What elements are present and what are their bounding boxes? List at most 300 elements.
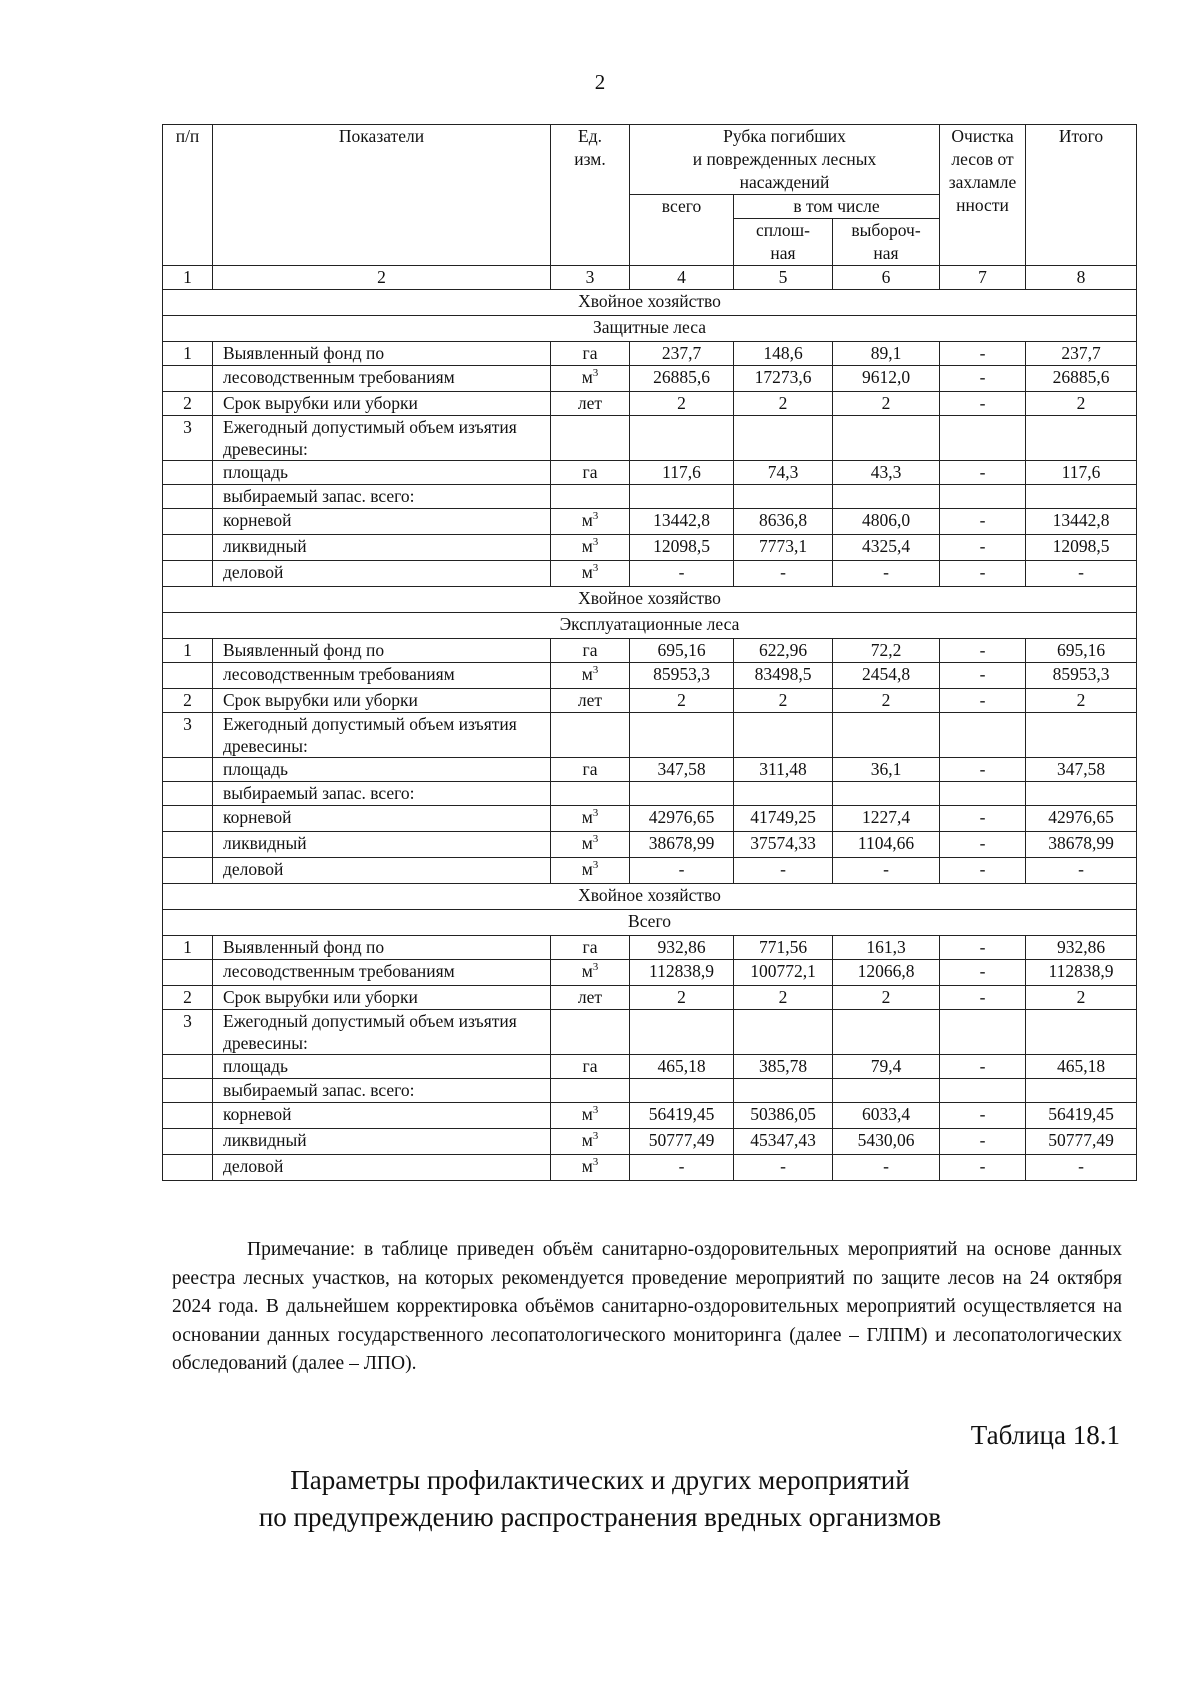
indicator-cell: корневой	[213, 806, 551, 832]
table-row	[163, 639, 1137, 663]
unit-base: м	[581, 367, 593, 387]
value-cell	[630, 485, 734, 509]
col-number: 4	[630, 266, 734, 290]
indicator-cell: ликвидный	[213, 535, 551, 561]
unit-superscript: 3	[592, 536, 599, 548]
value-cell: 5430,06	[833, 1129, 940, 1155]
value-cell: 2	[833, 689, 940, 713]
table-row	[163, 392, 1137, 416]
row-number-cell: 1	[163, 342, 213, 366]
unit-cell: лет	[551, 986, 630, 1010]
row-number-cell	[163, 782, 213, 806]
row-number-cell: 2	[163, 689, 213, 713]
unit-cell	[551, 806, 630, 832]
value-cell: 4325,4	[833, 535, 940, 561]
value-cell: 9612,0	[833, 366, 940, 392]
unit-cell	[551, 663, 630, 689]
value-cell: 2	[630, 986, 734, 1010]
value-cell: 695,16	[630, 639, 734, 663]
row-number-cell: 2	[163, 986, 213, 1010]
unit-cell	[551, 1129, 630, 1155]
value-cell: 26885,6	[630, 366, 734, 392]
value-cell: 237,7	[630, 342, 734, 366]
header-unit-line: изм.	[574, 149, 606, 169]
value-cell: 311,48	[734, 758, 833, 782]
value-cell: 4806,0	[833, 509, 940, 535]
indicator-cell: корневой	[213, 509, 551, 535]
unit-cell	[551, 832, 630, 858]
value-cell: 1227,4	[833, 806, 940, 832]
section-header-row	[163, 910, 1137, 936]
row-number-cell	[163, 1129, 213, 1155]
value-cell: -	[940, 366, 1026, 392]
value-cell: -	[940, 663, 1026, 689]
value-cell: -	[940, 936, 1026, 960]
indicator-cell: Срок вырубки или уборки	[213, 392, 551, 416]
unit-cell	[551, 858, 630, 884]
section-header: Защитные леса	[163, 316, 1137, 342]
indicator-cell: лесоводственным требованиям	[213, 663, 551, 689]
value-cell	[940, 485, 1026, 509]
header-cleaning-line: Очистка	[951, 126, 1014, 146]
unit-cell	[551, 713, 630, 758]
row-number-cell	[163, 1103, 213, 1129]
col-number: 7	[940, 266, 1026, 290]
header-total-sub: всего	[630, 195, 734, 266]
table-row	[163, 986, 1137, 1010]
header-felling-line: Рубка погибших	[723, 126, 846, 146]
header-cleaning	[940, 125, 1026, 266]
value-cell	[630, 713, 734, 758]
value-cell	[833, 782, 940, 806]
section-header: Эксплуатационные леса	[163, 613, 1137, 639]
unit-cell	[551, 366, 630, 392]
value-cell: 2	[734, 689, 833, 713]
value-cell	[833, 416, 940, 461]
indicator-cell: площадь	[213, 1055, 551, 1079]
value-cell: -	[734, 1155, 833, 1181]
section-title-line: по предупреждению распространения вредных организмов	[258, 1502, 942, 1532]
header-selective-line: ная	[873, 243, 899, 263]
value-cell: 85953,3	[630, 663, 734, 689]
col-number: 3	[551, 266, 630, 290]
row-number-cell	[163, 758, 213, 782]
value-cell: -	[940, 639, 1026, 663]
unit-superscript: 3	[592, 367, 599, 379]
table-row	[163, 461, 1137, 485]
value-cell	[734, 713, 833, 758]
value-cell: -	[940, 986, 1026, 1010]
row-number-cell: 3	[163, 713, 213, 758]
value-cell	[940, 1079, 1026, 1103]
value-cell: 347,58	[1026, 758, 1137, 782]
indicator-cell: Срок вырубки или уборки	[213, 689, 551, 713]
unit-cell	[551, 1010, 630, 1055]
row-number-cell: 3	[163, 416, 213, 461]
unit-base: м	[581, 1156, 593, 1176]
value-cell: 2	[734, 986, 833, 1010]
header-grand-total: Итого	[1026, 125, 1137, 266]
section-header-row	[163, 613, 1137, 639]
unit-cell	[551, 960, 630, 986]
col-number: 2	[213, 266, 551, 290]
table-row	[163, 509, 1137, 535]
unit-superscript: 3	[592, 961, 599, 973]
table-note: Примечание: в таблице приведен объём санитарно-оздоровительных мероприятий на основе данных реестра лесных участков, на которых рекомендуется проведение мероприятий по защите лесов на 24 октября 2024 года. В дальнейшем корректировка объёмов санитарно-оздоровительных мероприятий осуществляется на основании данных государственного лесопатологического мониторинга (далее – ГЛПМ) и лесопатологических обследований (далее – ЛПО).	[172, 1239, 1122, 1374]
header-cleaning-line: захламле	[948, 172, 1017, 192]
header-clear-cut	[734, 219, 833, 266]
value-cell	[1026, 1010, 1137, 1055]
value-cell: 38678,99	[630, 832, 734, 858]
value-cell: -	[940, 461, 1026, 485]
section-header-row	[163, 316, 1137, 342]
value-cell	[940, 782, 1026, 806]
table-row	[163, 1010, 1137, 1055]
value-cell: 465,18	[1026, 1055, 1137, 1079]
value-cell: -	[940, 689, 1026, 713]
value-cell: -	[940, 509, 1026, 535]
col-number: 6	[833, 266, 940, 290]
unit-base: м	[581, 1104, 593, 1124]
value-cell: 117,6	[630, 461, 734, 485]
value-cell	[940, 416, 1026, 461]
value-cell	[734, 416, 833, 461]
unit-base: м	[581, 859, 593, 879]
section-title	[0, 1462, 1200, 1536]
value-cell: 79,4	[833, 1055, 940, 1079]
table-row	[163, 1155, 1137, 1181]
value-cell	[1026, 713, 1137, 758]
unit-base: м	[581, 536, 593, 556]
value-cell: 56419,45	[630, 1103, 734, 1129]
indicator-cell: Выявленный фонд по	[213, 936, 551, 960]
row-number-cell	[163, 485, 213, 509]
section-header: Хвойное хозяйство	[163, 884, 1137, 910]
unit-cell	[551, 509, 630, 535]
value-cell: -	[833, 561, 940, 587]
table-row	[163, 561, 1137, 587]
value-cell: 38678,99	[1026, 832, 1137, 858]
value-cell: 12098,5	[630, 535, 734, 561]
header-felling	[630, 125, 940, 195]
value-cell	[734, 782, 833, 806]
header-unit-line: Ед.	[578, 126, 602, 146]
value-cell: 1104,66	[833, 832, 940, 858]
unit-base: м	[581, 807, 593, 827]
value-cell: 2454,8	[833, 663, 940, 689]
table-row	[163, 366, 1137, 392]
value-cell	[1026, 416, 1137, 461]
header-including: в том числе	[734, 195, 940, 219]
value-cell: -	[940, 1055, 1026, 1079]
row-number-cell	[163, 1079, 213, 1103]
row-number-cell	[163, 806, 213, 832]
row-number-cell	[163, 366, 213, 392]
col-number: 5	[734, 266, 833, 290]
value-cell: -	[1026, 1155, 1137, 1181]
section-header: Хвойное хозяйство	[163, 290, 1137, 316]
value-cell: 36,1	[833, 758, 940, 782]
section-header-row	[163, 884, 1137, 910]
table-row	[163, 663, 1137, 689]
value-cell: 161,3	[833, 936, 940, 960]
section-title-line: Параметры профилактических и других мероприятий	[290, 1465, 910, 1495]
indicator-cell: ликвидный	[213, 1129, 551, 1155]
table-row	[163, 416, 1137, 461]
value-cell: -	[940, 561, 1026, 587]
value-cell	[734, 485, 833, 509]
value-cell	[940, 1010, 1026, 1055]
row-number-cell: 3	[163, 1010, 213, 1055]
value-cell: 2	[630, 392, 734, 416]
value-cell	[1026, 485, 1137, 509]
unit-superscript: 3	[592, 807, 599, 819]
unit-cell: лет	[551, 392, 630, 416]
indicator-cell: Ежегодный допустимый объем изъятия древесины:	[213, 416, 551, 461]
value-cell: 347,58	[630, 758, 734, 782]
row-number-cell	[163, 858, 213, 884]
indicator-cell: ликвидный	[213, 832, 551, 858]
unit-base: м	[581, 833, 593, 853]
value-cell: -	[940, 858, 1026, 884]
value-cell: 8636,8	[734, 509, 833, 535]
value-cell: 112838,9	[630, 960, 734, 986]
unit-base: м	[581, 562, 593, 582]
section-header: Всего	[163, 910, 1137, 936]
value-cell: 12066,8	[833, 960, 940, 986]
value-cell: 85953,3	[1026, 663, 1137, 689]
indicator-cell: лесоводственным требованиям	[213, 366, 551, 392]
value-cell: -	[940, 535, 1026, 561]
unit-superscript: 3	[592, 510, 599, 522]
indicator-cell: выбираемый запас. всего:	[213, 782, 551, 806]
unit-cell: лет	[551, 689, 630, 713]
value-cell	[630, 1079, 734, 1103]
row-number-cell	[163, 832, 213, 858]
indicator-cell: деловой	[213, 561, 551, 587]
unit-cell	[551, 485, 630, 509]
indicator-cell: деловой	[213, 1155, 551, 1181]
value-cell: -	[630, 561, 734, 587]
header-cleaning-line: лесов от	[951, 149, 1014, 169]
value-cell	[734, 1079, 833, 1103]
header-num: п/п	[163, 125, 213, 266]
row-number-cell	[163, 561, 213, 587]
value-cell	[1026, 1079, 1137, 1103]
unit-superscript: 3	[592, 664, 599, 676]
value-cell: -	[940, 960, 1026, 986]
row-number-cell	[163, 535, 213, 561]
value-cell: 2	[1026, 689, 1137, 713]
table-row	[163, 689, 1137, 713]
value-cell: -	[940, 342, 1026, 366]
unit-cell: га	[551, 1055, 630, 1079]
unit-cell	[551, 561, 630, 587]
unit-cell: га	[551, 342, 630, 366]
value-cell: 74,3	[734, 461, 833, 485]
header-cleaning-line: нности	[956, 195, 1009, 215]
table-row	[163, 806, 1137, 832]
value-cell: -	[940, 1129, 1026, 1155]
value-cell: 45347,43	[734, 1129, 833, 1155]
column-number-row	[163, 266, 1137, 290]
value-cell	[833, 713, 940, 758]
value-cell: -	[833, 1155, 940, 1181]
value-cell: 50777,49	[630, 1129, 734, 1155]
value-cell: 100772,1	[734, 960, 833, 986]
table-header	[163, 125, 1137, 290]
table-row	[163, 1103, 1137, 1129]
value-cell	[630, 416, 734, 461]
row-number-cell: 1	[163, 936, 213, 960]
unit-cell: га	[551, 936, 630, 960]
row-number-cell	[163, 461, 213, 485]
value-cell: -	[940, 392, 1026, 416]
indicator-cell: Выявленный фонд по	[213, 342, 551, 366]
indicator-cell: деловой	[213, 858, 551, 884]
value-cell	[1026, 782, 1137, 806]
forest-measures-table	[162, 124, 1137, 1181]
unit-base: м	[581, 961, 593, 981]
unit-superscript: 3	[592, 562, 599, 574]
value-cell: 2	[734, 392, 833, 416]
value-cell: -	[734, 561, 833, 587]
header-indicator: Показатели	[213, 125, 551, 266]
value-cell: 41749,25	[734, 806, 833, 832]
unit-superscript: 3	[592, 1104, 599, 1116]
row-number-cell	[163, 1055, 213, 1079]
value-cell: 932,86	[1026, 936, 1137, 960]
value-cell: -	[734, 858, 833, 884]
indicator-cell: Выявленный фонд по	[213, 639, 551, 663]
value-cell: 26885,6	[1026, 366, 1137, 392]
value-cell: 2	[833, 986, 940, 1010]
table-row	[163, 1129, 1137, 1155]
unit-superscript: 3	[592, 859, 599, 871]
row-number-cell	[163, 663, 213, 689]
table-row	[163, 1055, 1137, 1079]
table-row	[163, 832, 1137, 858]
header-unit	[551, 125, 630, 266]
section-header-row	[163, 587, 1137, 613]
value-cell: 117,6	[1026, 461, 1137, 485]
header-felling-line: и поврежденных лесных	[692, 149, 877, 169]
indicator-cell: Срок вырубки или уборки	[213, 986, 551, 1010]
value-cell: 2	[1026, 392, 1137, 416]
value-cell: -	[940, 758, 1026, 782]
value-cell: 112838,9	[1026, 960, 1137, 986]
section-header-row	[163, 290, 1137, 316]
table-row	[163, 1079, 1137, 1103]
unit-superscript: 3	[592, 1156, 599, 1168]
unit-cell: га	[551, 461, 630, 485]
value-cell: -	[940, 806, 1026, 832]
value-cell	[734, 1010, 833, 1055]
unit-cell	[551, 535, 630, 561]
table-row	[163, 782, 1137, 806]
unit-cell	[551, 1103, 630, 1129]
value-cell: 2	[833, 392, 940, 416]
indicator-cell: Ежегодный допустимый объем изъятия древесины:	[213, 1010, 551, 1055]
row-number-cell	[163, 960, 213, 986]
table-row	[163, 960, 1137, 986]
value-cell: 7773,1	[734, 535, 833, 561]
table-row	[163, 758, 1137, 782]
value-cell: 932,86	[630, 936, 734, 960]
indicator-cell: корневой	[213, 1103, 551, 1129]
header-clear-line: сплош-	[756, 220, 810, 240]
indicator-cell: выбираемый запас. всего:	[213, 485, 551, 509]
table-row	[163, 858, 1137, 884]
value-cell: 148,6	[734, 342, 833, 366]
unit-base: м	[581, 1130, 593, 1150]
table-row	[163, 342, 1137, 366]
value-cell: -	[1026, 561, 1137, 587]
header-felling-line: насаждений	[739, 172, 830, 192]
value-cell: 42976,65	[1026, 806, 1137, 832]
table-row	[163, 713, 1137, 758]
value-cell	[833, 485, 940, 509]
value-cell: -	[1026, 858, 1137, 884]
value-cell	[630, 1010, 734, 1055]
value-cell: 50777,49	[1026, 1129, 1137, 1155]
header-clear-line: ная	[770, 243, 796, 263]
value-cell: 17273,6	[734, 366, 833, 392]
value-cell: 12098,5	[1026, 535, 1137, 561]
table-caption: Таблица 18.1	[970, 1420, 1120, 1450]
unit-base: м	[581, 510, 593, 530]
table-row	[163, 535, 1137, 561]
value-cell: -	[940, 832, 1026, 858]
table-row	[163, 936, 1137, 960]
value-cell: 72,2	[833, 639, 940, 663]
unit-superscript: 3	[592, 1130, 599, 1142]
indicator-cell: лесоводственным требованиям	[213, 960, 551, 986]
header-selective-line: выбороч-	[851, 220, 921, 240]
value-cell: 13442,8	[630, 509, 734, 535]
indicator-cell: площадь	[213, 758, 551, 782]
unit-cell: га	[551, 758, 630, 782]
indicator-cell: Ежегодный допустимый объем изъятия древесины:	[213, 713, 551, 758]
header-selective	[833, 219, 940, 266]
value-cell: -	[630, 1155, 734, 1181]
value-cell: 89,1	[833, 342, 940, 366]
value-cell	[833, 1010, 940, 1055]
value-cell: 83498,5	[734, 663, 833, 689]
row-number-cell: 2	[163, 392, 213, 416]
table-body	[163, 290, 1137, 1181]
unit-superscript: 3	[592, 833, 599, 845]
unit-cell	[551, 416, 630, 461]
value-cell: -	[630, 858, 734, 884]
row-number-cell: 1	[163, 639, 213, 663]
unit-cell: га	[551, 639, 630, 663]
section-header: Хвойное хозяйство	[163, 587, 1137, 613]
value-cell: 6033,4	[833, 1103, 940, 1129]
col-number: 1	[163, 266, 213, 290]
page-number: 2	[594, 70, 606, 94]
value-cell	[940, 713, 1026, 758]
unit-cell	[551, 782, 630, 806]
value-cell: 622,96	[734, 639, 833, 663]
unit-cell	[551, 1155, 630, 1181]
value-cell: 237,7	[1026, 342, 1137, 366]
value-cell: 695,16	[1026, 639, 1137, 663]
row-number-cell	[163, 1155, 213, 1181]
value-cell: 771,56	[734, 936, 833, 960]
value-cell: 42976,65	[630, 806, 734, 832]
value-cell: 465,18	[630, 1055, 734, 1079]
